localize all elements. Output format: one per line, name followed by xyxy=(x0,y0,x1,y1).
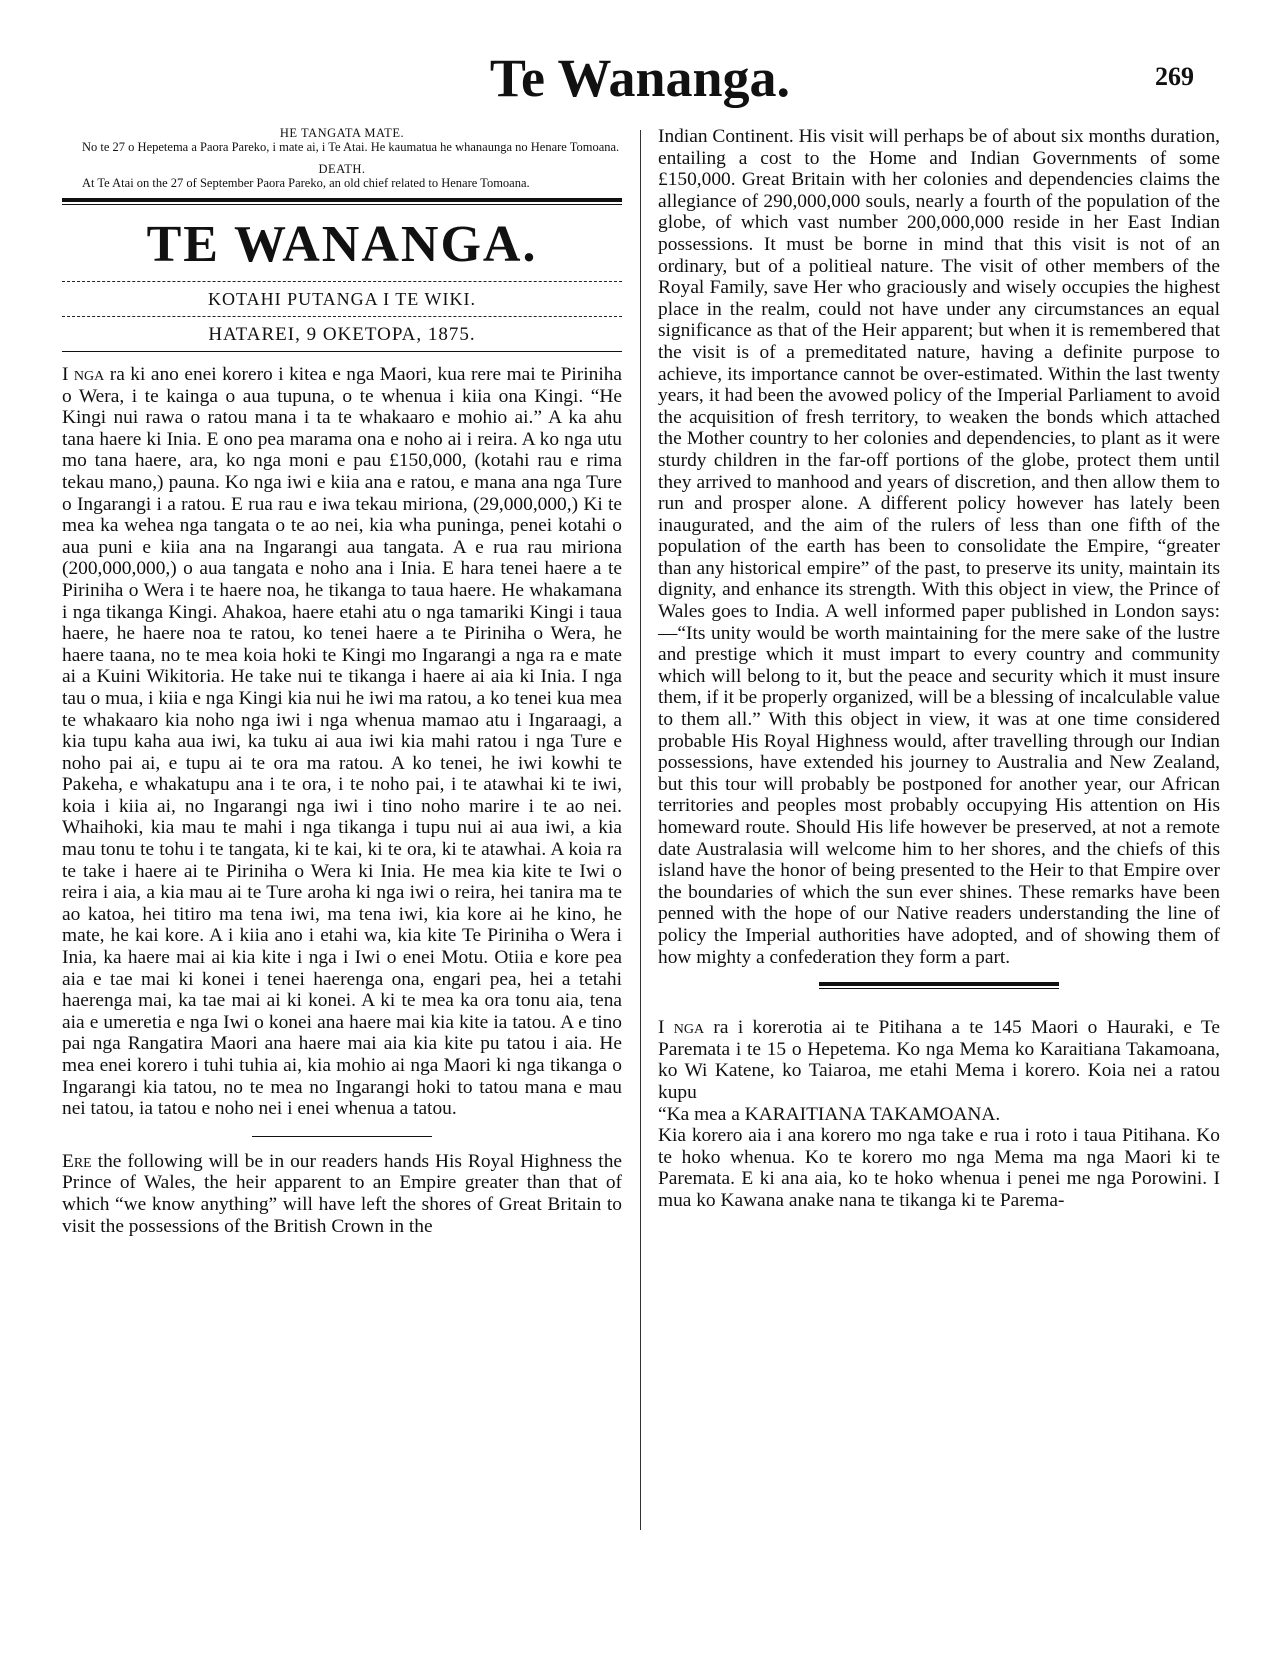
speech-text: Kia korero aia i ana korero mo nga take e rua i roto i taua Pitihana. Ko te hoko whenua. Ko te korero mo nga Mema ma nga Maori ki te Paremata. E ki ana aia, ko te hoko whenua i penei me nga Porowini. I mua ko Kawana anake nana te tikanga ki te Parema- xyxy=(658,1125,1220,1211)
masthead: Te Wananga. xyxy=(489,48,791,108)
dashed-rule xyxy=(62,281,622,282)
article-petition xyxy=(658,1017,1220,1103)
article-english-lead: Ere xyxy=(62,1150,92,1172)
subtitle: KOTAHI PUTANGA I TE WIKI. xyxy=(208,289,476,309)
article-maori-text: ra ki ano enei korero i kitea e nga Maori, kua rere mai te Piriniha o Wera, i te kainga o aua tupuna, o te whenua i kiia ona Kingi. “He Kingi nui rawa o ratou mana i ta te whakaaro e mohio ai.” A ka ahu tana haere ki Inia. E ono pea marama ona e noho ai i reira. A ko nga utu mo tana haere, ara, ko nga moni e pau £150,000, (kotahi rau e rima tekau mano,) pauna. Ko nga iwi e kiia ana e ratou, e mana ana nga Ture o Ingarangi i a ratou. E rua rau e iwa tekau miriona, (29,000,000,) Ki te mea ka wehea nga tangata o te ao nei, kia wha puninga, penei kotahi o aua puni e kiia ana na Ingarangi aua tangata. A e rua rau miriona (200,000,000,) o aua tangata e noho ana i Inia. E hara tenei haere a te Piriniha o Wera i te haere noa, he tikanga to taua haere. He whakamana i nga tikanga Kingi. Ahakoa, haere etahi atu o nga tamariki Kingi i taua haere, he haere noa te ratou, ko tenei haere a te Piriniha o Wera, he haere taana, no te mea koia hoki te Kingi mo Ingarangi a nga ra e mate ai a Kuini Wikitoria. He take nui te tikanga i haere ai aia ki Inia. I nga tau o mua, i kiia e nga Kingi kia nui he iwi ma ratou, a ko tenei kua mea te whakaaro kia noho nga iwi i nga whenua mamao atu i Ingaraagi, a kia tupu kaha aua iwi, ka tuku ai aua iwi kia mahi ratou i nga Ture e noho pai ai, e tupu ai te ora ma ratou. A ko tenei, he iwi kowhi te Pakeha, e whakatupu ana i te ora, i te noho pai, i te atawhai ki te iwi, koia i kiia ai, no Ingarangi nga iwi i tino noho marire i te ao nei. Whaihoki, kia mau te mahi i nga tikanga i tupu nui ai aua iwi, a kia mau tonu te tohu i te tangata, ki te kai, ki te ora, ki te atawhai. A koia ra te take i haere ai te Piriniha o Wera ki Inia. He mea kia kite te Iwi o reira i aia, a kia mau ai te Ture aroha ki nga iwi o reira, hei tanira ma te ao katoa, hei titiro ma tena iwi, ma tena iwi, kia kore ai he kino, he mate, he kai kore. A i kiia ano i etahi wa, kia kite Te Piriniha o Wera i Inia, ka haere mai ai kia kite i nga i Iwi o enei Motu. Otiia e kore pea aia e tae mai ki konei i tenei haerenga ona, engari pea, hei a tetahi haerenga mai, ka tae mai ai ki konei. A ki te mea ka ora tonu aia, tena aia e umeretia e nga Iwi o konei ana haere mai kia kite ia tatou. A e tino pai nga Rangatira Maori ana haere mai aia kia kite pu tatou i aia. He mea enei korero i tuhi tuhia ai, kia mohio ai nga Maori ki nga tikanga o Ingarangi kia tatou, no te mea no Ingarangi hoki to tatou mana e mau nei tatou, ia tatou e noho nei i enei whenua a tatou. xyxy=(62,364,623,1120)
speaker-name: KARAITIANA TAKAMOANA. xyxy=(744,1103,1001,1125)
article-petition-lead: I nga xyxy=(658,1017,705,1039)
dateline: HATAREI, 9 OKETOPA, 1875. xyxy=(208,324,476,345)
right-column xyxy=(658,126,1220,1212)
column-divider xyxy=(640,130,641,1530)
article-english-continued: Indian Continent. His visit will perhaps be of about six months duration, entailing a cost to the Home and Indian Governments of some £150,000. Great Britain with her colonies and dependencies claims the allegiance of 290,000,000 souls, nearly a fourth of the population of the globe, of which vast number 200,000,000 reside in her East Indian possessions. It must be borne in mind that this visit is not of an ordinary, but of a politieal nature. The visit of other members of the Royal Family, save Her who graciously and wisely occupies the highest place in the realm, could not have under any circumstances an equal significance as that of the Heir apparent; but when it is remembered that the visit is of a premeditated nature, having a definite purpose to achieve, its importance cannot be over-estimated. Within the last twenty years, it had been the avowed policy of the Imperial Parliament to avoid the acquisition of fresh territory, to weaken the bonds which attached the Mother country to her colonies and dependencies, to plant as it were sturdy children in the far-off portions of the globe, protect them until they arrived to manhood and years of discretion, and then allow them to run and prosper alone. A different policy however has lately been inaugurated, and the aim of the rulers of less than one fifth of the population of the earth has been to consolidate the Empire, “greater than any historical empire” of the past, to preserve its unity, maintain its dignity, and enhance its strength. With this object in view, the Prince of Wales goes to India. A well informed paper published in London says:—“Its unity would be worth maintaining for the mere sake of the lustre and prestige which it must impart to every country and community which will belong to it, but the peace and security which it must insure them, if it be properly organized, will be a blessing of incalculable value to them all.” With this object in view, it was at one time considered probable His Royal Highness would, after travelling through our Indian possessions, have extended his journey to Australia and New Zealand, but this tour will probably be postponed for another year, our African territories and peoples most probably occupying His attention on His homeward route. Should His life however be preserved, at not a remote date Australasia will welcome him to her shores, and the chiefs of this island have the honor of being presented to the Heir to that Empire over the boundaries of which the sun ever shines. These remarks have been penned with the hope of our Native readers understanding the line of policy the Imperial authorities have adopted, and of showing them of how mighty a confederation they form a part. xyxy=(658,126,1220,968)
article-english xyxy=(62,1151,622,1237)
speech-intro-line xyxy=(658,1104,1220,1126)
dashed-rule xyxy=(62,316,622,317)
section-rule xyxy=(819,982,1059,989)
page-number: 269 xyxy=(1155,62,1194,91)
article-maori-lead: I nga xyxy=(62,364,105,385)
thin-rule xyxy=(62,351,622,352)
left-column xyxy=(62,126,622,1237)
article-maori xyxy=(62,364,622,1120)
death-notice-maori-heading: HE TANGATA MATE. xyxy=(279,126,405,140)
article-english-text: the following will be in our readers hands His Royal Highness the Prince of Wales, the heir apparent to an Empire greater than that of which “we know anything” will have left the shores of Great Britain to visit the possessions of the British Crown in the xyxy=(62,1150,622,1237)
death-notice-english-text: At Te Atai on the 27 of September Paora Pareko, an old chief related to Henare Tomoana. xyxy=(82,176,530,190)
death-notice-maori-text: No te 27 o Hepetema a Paora Pareko, i mate ai, i Te Atai. He kaumatua he whanaunga no Henare Tomoana. xyxy=(82,140,620,154)
section-rule xyxy=(62,198,622,205)
newspaper-title: TE WANANGA. xyxy=(146,216,538,273)
article-petition-text: ra i korerotia ai te Pitihana a te 145 Maori o Hauraki, e Te Paremata i te 15 o Hepetema. Ko nga Mema ko Karaitiana Takamoana, ko Wi Katene, ko Taiaroa, me etahi Mema i korero. Koia nei a ratou kupu xyxy=(658,1017,1220,1103)
death-notice-english-heading: DEATH. xyxy=(318,162,366,176)
short-rule xyxy=(252,1136,432,1137)
speech-intro: “Ka mea a xyxy=(658,1103,745,1125)
